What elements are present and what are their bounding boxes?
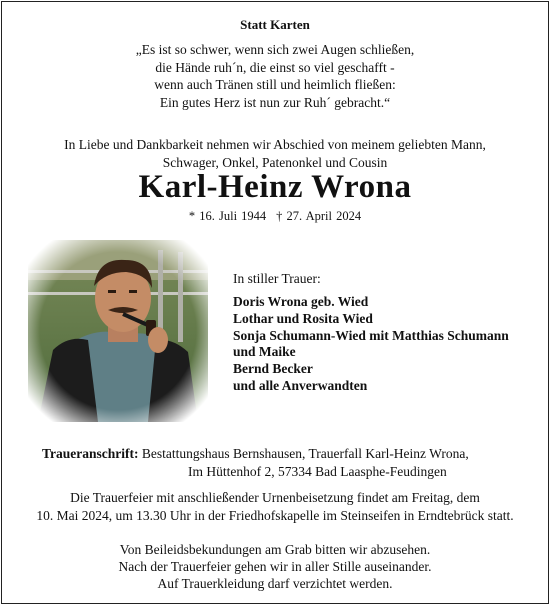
poem-line: Ein gutes Herz ist nun zur Ruh´ gebracht.“ <box>159 94 391 110</box>
mourning-title: In stiller Trauer: <box>233 271 321 286</box>
closing-line: Nach der Trauerfeier gehen wir in aller Stille auseinander. <box>118 558 432 574</box>
notice-heading: Statt Karten <box>240 17 310 32</box>
deceased-name: Karl-Heinz Wrona <box>138 169 412 205</box>
service-line: 10. Mai 2024, um 13.30 Uhr in der Friedhofskapelle im Steinseifen in Erndtebrück statt. <box>36 508 514 523</box>
intro-line: Schwager, Onkel, Patenonkel und Cousin <box>162 154 388 170</box>
poem-line: die Hände ruh´n, die einst so viel geschafft - <box>155 59 395 75</box>
mourner: Bernd Becker <box>233 361 313 377</box>
address-line: Bestattungshaus Bernshausen, Trauerfall Karl-Heinz Wrona, <box>141 446 469 461</box>
closing-line: Von Beileidsbekundungen am Grab bitten wir abzusehen. <box>119 542 431 557</box>
death-date: † 27. April 2024 <box>276 209 362 223</box>
mourner: und alle Anverwandten <box>233 377 368 393</box>
closing-line: Auf Trauerkleidung darf verzichtet werden. <box>157 575 393 591</box>
poem <box>2 41 548 111</box>
mourner: Lothar und Rosita Wied <box>233 310 373 326</box>
life-dates <box>2 209 548 224</box>
poem-line: wenn auch Tränen still und heimlich fließen: <box>154 77 396 92</box>
service-line: Die Trauerfeier mit anschließender Urnenbeisetzung findet am Freitag, dem <box>70 490 480 505</box>
mourner: Sonja Schumann-Wied mit Matthias Schumann <box>233 327 509 343</box>
birth-date: * 16. Juli 1944 <box>188 209 267 223</box>
obituary-notice <box>1 1 549 604</box>
poem-line: „Es ist so schwer, wenn sich zwei Augen schließen, <box>135 42 415 57</box>
closing-notes <box>2 542 548 592</box>
portrait-illustration <box>28 240 208 422</box>
condolence-address <box>2 445 548 480</box>
intro-line: In Liebe und Dankbarkeit nehmen wir Abschied von meinem geliebten Mann, <box>64 137 486 152</box>
portrait-photo <box>28 240 208 422</box>
farewell-intro <box>2 136 548 171</box>
address-label: Traueranschrift: <box>42 446 139 461</box>
mourner: Doris Wrona geb. Wied <box>233 294 369 309</box>
funeral-service-info <box>2 489 548 525</box>
address-line: Im Hüttenhof 2, 57334 Bad Laasphe-Feudingen <box>188 463 447 479</box>
mourner: und Maike <box>233 344 296 360</box>
mourners-list <box>233 294 509 395</box>
